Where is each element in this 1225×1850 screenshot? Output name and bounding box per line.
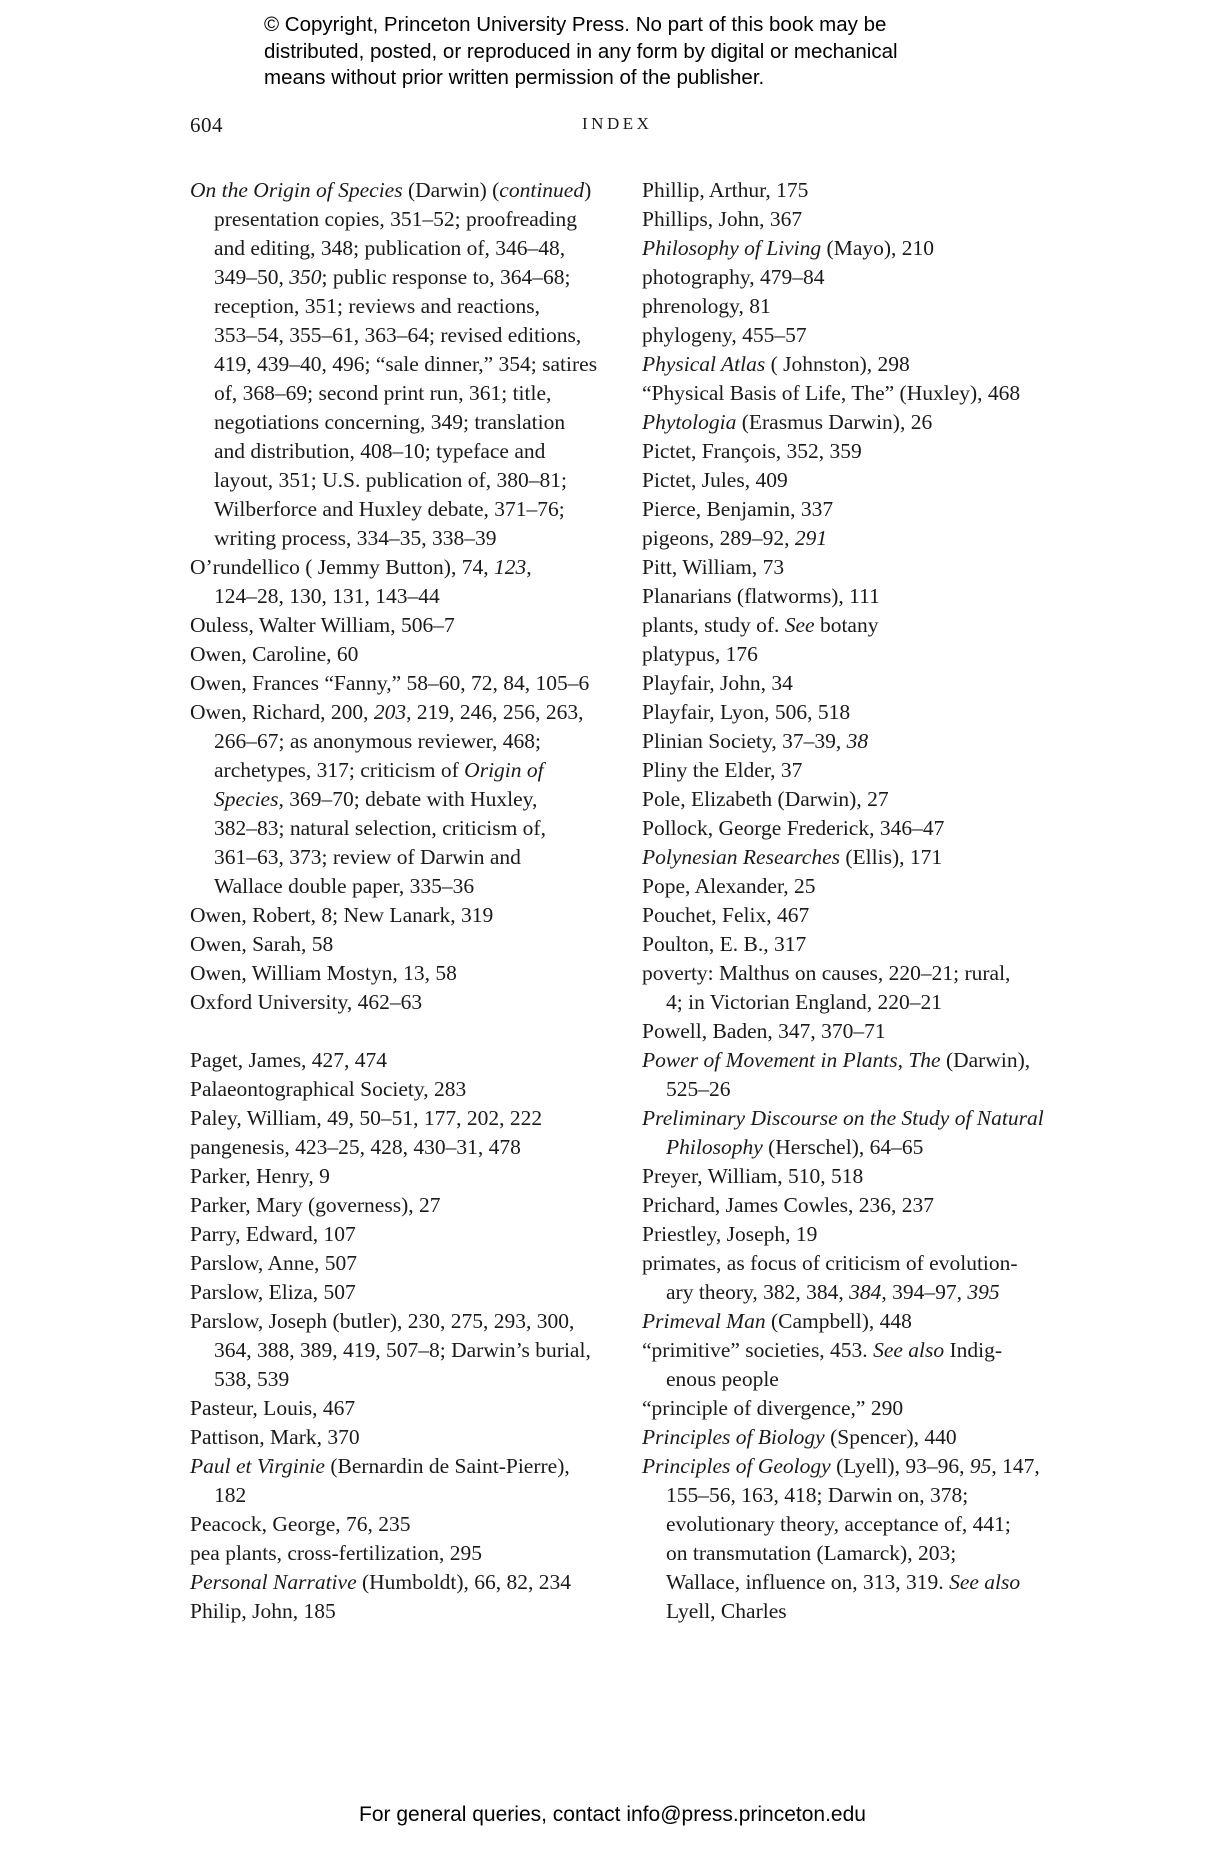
index-entry-line (642, 1336, 1072, 1365)
italic-text: Physical Atlas (642, 352, 766, 376)
index-subentry-line (190, 814, 620, 843)
index-entry-line (642, 640, 1072, 669)
index-entry-line (642, 1452, 1072, 1481)
text: Paley, William, 49, 50–51, 177, 202, 222 (190, 1106, 543, 1130)
italic-text: Principles of Biology (642, 1425, 825, 1449)
text: Parslow, Anne, 507 (190, 1251, 358, 1275)
index-entry-line (190, 1046, 620, 1075)
text: primates, as focus of criticism of evolution- (642, 1251, 1018, 1275)
index-entry-line (642, 553, 1072, 582)
index-entry-line (642, 1220, 1072, 1249)
copyright-line-1: © Copyright, Princeton University Press. No part of this book may be (264, 13, 887, 36)
text: Pitt, William, 73 (642, 555, 785, 579)
index-entry-line (642, 350, 1072, 379)
text: 182 (214, 1483, 247, 1507)
italic-text: See also (873, 1338, 945, 1362)
text: 419, 439–40, 496; “sale dinner,” 354; satires (214, 352, 598, 376)
text: Priestley, Joseph, 19 (642, 1222, 818, 1246)
italic-text: Principles of Geology (642, 1454, 831, 1478)
index-entry-line (642, 176, 1072, 205)
index-entry-line (642, 408, 1072, 437)
index-entry-line (642, 582, 1072, 611)
text: Pollock, George Frederick, 346–47 (642, 816, 945, 840)
index-entry-line (642, 321, 1072, 350)
italic-text: Species, (214, 787, 284, 811)
italic-text: Preliminary Discourse on the Study of Natural (642, 1106, 1044, 1130)
index-entry-line (190, 988, 620, 1017)
index-subentry-line (642, 988, 1072, 1017)
index-entry-line (642, 930, 1072, 959)
index-entry-line (642, 263, 1072, 292)
index-subentry-line (190, 437, 620, 466)
text: Playfair, Lyon, 506, 518 (642, 700, 851, 724)
index-entry-line (190, 1220, 620, 1249)
index-entry-line (190, 1104, 620, 1133)
text: Parslow, Joseph (butler), 230, 275, 293, 300, (190, 1309, 575, 1333)
index-entry-line (190, 1452, 620, 1481)
index-entry-line (642, 669, 1072, 698)
index-entry-line (642, 1046, 1072, 1075)
index-subentry-line (642, 1510, 1072, 1539)
text: , 147, (991, 1454, 1040, 1478)
italic-text: 38 (846, 729, 869, 753)
text: Phillips, John, 367 (642, 207, 803, 231)
text: , 394–97, (881, 1280, 968, 1304)
text: Pliny the Elder, 37 (642, 758, 803, 782)
text: Preyer, William, 510, 518 (642, 1164, 864, 1188)
index-entry-line (190, 640, 620, 669)
index-entry-line (642, 234, 1072, 263)
index-entry-line (642, 1249, 1072, 1278)
text: phrenology, 81 (642, 294, 771, 318)
index-entry-line (190, 669, 620, 698)
text: (Darwin), (940, 1048, 1031, 1072)
italic-text: Paul et Virginie (190, 1454, 325, 1478)
text: Indig- (944, 1338, 1003, 1362)
italic-text: Personal Narrative (190, 1570, 357, 1594)
index-entry-line (190, 176, 620, 205)
index-entry-line (642, 1162, 1072, 1191)
index-subentry-line (190, 350, 620, 379)
text: of, 368–69; second print run, 361; title, (214, 381, 552, 405)
text: pea plants, cross-fertilization, 295 (190, 1541, 482, 1565)
text: Parslow, Eliza, 507 (190, 1280, 356, 1304)
index-subentry-line (190, 1481, 620, 1510)
text: 124–28, 130, 131, 143–44 (214, 584, 440, 608)
copyright-notice (264, 12, 1024, 92)
index-entry-line (190, 1162, 620, 1191)
text: (Spencer), 440 (824, 1425, 957, 1449)
text: Oxford University, 462–63 (190, 990, 423, 1014)
index-subentry-line (190, 466, 620, 495)
text: 349–50, (214, 265, 290, 289)
index-subentry-line (190, 785, 620, 814)
text: Parry, Edward, 107 (190, 1222, 356, 1246)
text: (Herschel), 64–65 (762, 1135, 924, 1159)
text: “principle of divergence,” 290 (642, 1396, 904, 1420)
index-subentry-line (190, 292, 620, 321)
text: (Lyell), 93–96, (830, 1454, 970, 1478)
letter-section-gap (190, 1017, 620, 1046)
index-subentry-line (642, 1075, 1072, 1104)
italic-text: continued (499, 178, 585, 202)
index-subentry-line (642, 1133, 1072, 1162)
index-entry-line (190, 1191, 620, 1220)
index-subentry-line (190, 321, 620, 350)
text: ) (584, 178, 592, 202)
index-subentry-line (642, 1481, 1072, 1510)
italic-text: 203 (373, 700, 407, 724)
index-entry-line (642, 901, 1072, 930)
text: 382–83; natural selection, criticism of, (214, 816, 546, 840)
index-entry-line (190, 1597, 620, 1626)
italic-text: Origin of (464, 758, 544, 782)
text: 369–70; debate with Huxley, (283, 787, 538, 811)
text: Pictet, François, 352, 359 (642, 439, 862, 463)
text: Pasteur, Louis, 467 (190, 1396, 356, 1420)
index-entry-line (190, 1307, 620, 1336)
text: Owen, Sarah, 58 (190, 932, 334, 956)
text: Owen, Richard, 200, (190, 700, 374, 724)
index-entry-line (642, 1017, 1072, 1046)
text: negotiations concerning, 349; translation (214, 410, 566, 434)
text: (Bernardin de Saint-Pierre), (324, 1454, 570, 1478)
index-entry-line (190, 1133, 620, 1162)
text: Parker, Mary (governess), 27 (190, 1193, 441, 1217)
index-entry-line (190, 901, 620, 930)
italic-text: Power of Movement in Plants, The (642, 1048, 941, 1072)
text: Plinian Society, 37–39, (642, 729, 847, 753)
text: Owen, William Mostyn, 13, 58 (190, 961, 457, 985)
text: , 219, 246, 256, 263, (406, 700, 584, 724)
text: 266–67; as anonymous reviewer, 468; (214, 729, 541, 753)
text: layout, 351; U.S. publication of, 380–81; (214, 468, 567, 492)
index-entry-line (642, 379, 1072, 408)
text: O’rundellico ( Jemmy Button), 74, (190, 555, 494, 579)
footer-contact: For general queries, contact info@press.princeton.edu (359, 1803, 866, 1826)
text: 155–56, 163, 418; Darwin on, 378; (666, 1483, 969, 1507)
text: on transmutation (Lamarck), 203; (666, 1541, 957, 1565)
index-entry-line (642, 437, 1072, 466)
text: photography, 479–84 (642, 265, 825, 289)
text: 361–63, 373; review of Darwin and (214, 845, 521, 869)
index-entry-line (190, 1568, 620, 1597)
italic-text: Polynesian Researches (642, 845, 841, 869)
text: presentation copies, 351–52; proofreading (214, 207, 578, 231)
index-entry-line (642, 872, 1072, 901)
index-subentry-line (190, 727, 620, 756)
text: Owen, Caroline, 60 (190, 642, 359, 666)
text: Owen, Robert, 8; New Lanark, 319 (190, 903, 494, 927)
index-entry-line (642, 466, 1072, 495)
italic-text: Primeval Man (642, 1309, 766, 1333)
italic-text: Philosophy of Living (642, 236, 822, 260)
text: poverty: Malthus on causes, 220–21; rural, (642, 961, 1011, 985)
text: Wallace double paper, 335–36 (214, 874, 475, 898)
italic-text: 123 (493, 555, 527, 579)
index-entry-line (190, 930, 620, 959)
text: platypus, 176 (642, 642, 758, 666)
index-subentry-line (190, 1365, 620, 1394)
text: pangenesis, 423–25, 428, 430–31, 478 (190, 1135, 521, 1159)
text: Pouchet, Felix, 467 (642, 903, 810, 927)
text: (Ellis), 171 (840, 845, 943, 869)
text: Pope, Alexander, 25 (642, 874, 816, 898)
index-subentry-line (190, 524, 620, 553)
text: Pattison, Mark, 370 (190, 1425, 360, 1449)
index-entry-line (190, 611, 620, 640)
text: Phillip, Arthur, 175 (642, 178, 809, 202)
italic-text: 95 (969, 1454, 992, 1478)
italic-text: On the Origin of Species (190, 178, 403, 202)
text: writing process, 334–35, 338–39 (214, 526, 497, 550)
index-entry-line (642, 843, 1072, 872)
text: Prichard, James Cowles, 236, 237 (642, 1193, 935, 1217)
text: , (526, 555, 532, 579)
index-subentry-line (642, 1539, 1072, 1568)
text: Wallace, influence on, 313, 319. (666, 1570, 950, 1594)
text: Owen, Frances “Fanny,” 58–60, 72, 84, 105–6 (190, 671, 590, 695)
index-subentry-line (642, 1278, 1072, 1307)
index-subentry-line (642, 1568, 1072, 1597)
text: archetypes, 317; criticism of (214, 758, 465, 782)
italic-text: 395 (967, 1280, 1000, 1304)
index-subentry-line (190, 263, 620, 292)
index-subentry-line (190, 843, 620, 872)
index-entry-line (642, 611, 1072, 640)
italic-text: 384 (849, 1280, 882, 1304)
index-subentry-line (190, 872, 620, 901)
index-entry-line (190, 1075, 620, 1104)
index-subentry-line (190, 1336, 620, 1365)
text: and distribution, 408–10; typeface and (214, 439, 546, 463)
text: (Mayo), 210 (821, 236, 935, 260)
text: Ouless, Walter William, 506–7 (190, 613, 455, 637)
index-entry-line (642, 292, 1072, 321)
italic-text: See (784, 613, 815, 637)
text: Lyell, Charles (666, 1599, 787, 1623)
text: phylogeny, 455–57 (642, 323, 807, 347)
text: Playfair, John, 34 (642, 671, 793, 695)
text: Paget, James, 427, 474 (190, 1048, 388, 1072)
text: (Humboldt), 66, 82, 234 (356, 1570, 572, 1594)
text: 4; in Victorian England, 220–21 (666, 990, 942, 1014)
index-subentry-line (190, 234, 620, 263)
text: Pole, Elizabeth (Darwin), 27 (642, 787, 889, 811)
index-subentry-line (190, 582, 620, 611)
index-entry-line (190, 1278, 620, 1307)
index-subentry-line (190, 205, 620, 234)
page-number: 604 (190, 113, 223, 137)
text: 353–54, 355–61, 363–64; revised editions, (214, 323, 582, 347)
index-subentry-line (190, 756, 620, 785)
index-entry-line (642, 495, 1072, 524)
index-entry-line (642, 1423, 1072, 1452)
text: Philip, John, 185 (190, 1599, 336, 1623)
index-subentry-line (642, 1365, 1072, 1394)
copyright-line-3: means without prior written permission of the publisher. (264, 66, 765, 89)
index-column-right (642, 176, 1072, 1626)
text: ary theory, 382, 384, (666, 1280, 850, 1304)
text: pigeons, 289–92, (642, 526, 795, 550)
italic-text: 291 (794, 526, 828, 550)
index-entry-line (190, 1539, 620, 1568)
text: “primitive” societies, 453. (642, 1338, 874, 1362)
index-entry-line (190, 1423, 620, 1452)
text: ( Johnston), 298 (765, 352, 910, 376)
index-subentry-line (190, 495, 620, 524)
text: (Erasmus Darwin), 26 (736, 410, 933, 434)
italic-text: See also (949, 1570, 1021, 1594)
copyright-line-2: distributed, posted, or reproduced in any form by digital or mechanical (264, 39, 898, 63)
index-entry-line (190, 959, 620, 988)
index-entry-line (642, 1191, 1072, 1220)
index-entry-line (642, 1394, 1072, 1423)
index-entry-line (190, 698, 620, 727)
text: Peacock, George, 76, 235 (190, 1512, 411, 1536)
text: Pictet, Jules, 409 (642, 468, 788, 492)
index-entry-line (642, 756, 1072, 785)
text: Palaeontographical Society, 283 (190, 1077, 467, 1101)
italic-text: Philosophy (666, 1135, 763, 1159)
text: Parker, Henry, 9 (190, 1164, 330, 1188)
index-entry-line (642, 727, 1072, 756)
index-entry-line (642, 1307, 1072, 1336)
index-entry-line (190, 1249, 620, 1278)
index-entry-line (642, 814, 1072, 843)
italic-text: 350 (289, 265, 322, 289)
index-entry-line (642, 205, 1072, 234)
text: ; public response to, 364–68; (321, 265, 571, 289)
index-subentry-line (190, 408, 620, 437)
italic-text: Phytologia (642, 410, 737, 434)
text: 364, 388, 389, 419, 507–8; Darwin’s burial, (214, 1338, 591, 1362)
text: evolutionary theory, acceptance of, 441; (666, 1512, 1011, 1536)
index-entry-line (642, 698, 1072, 727)
index-entry-line (642, 524, 1072, 553)
text: Powell, Baden, 347, 370–71 (642, 1019, 886, 1043)
text: plants, study of. (642, 613, 785, 637)
text: 538, 539 (214, 1367, 290, 1391)
index-entry-line (190, 1394, 620, 1423)
index-entry-line (190, 553, 620, 582)
text: enous people (666, 1367, 779, 1391)
index-column-left (190, 176, 620, 1626)
text: “Physical Basis of Life, The” (Huxley), 468 (642, 381, 1021, 405)
index-entry-line (642, 1104, 1072, 1133)
text: (Campbell), 448 (765, 1309, 912, 1333)
index-entry-line (642, 785, 1072, 814)
text: Poulton, E. B., 317 (642, 932, 807, 956)
index-entry-line (642, 959, 1072, 988)
text: Planarians (flatworms), 111 (642, 584, 880, 608)
index-subentry-line (190, 379, 620, 408)
text: botany (814, 613, 879, 637)
text: Wilberforce and Huxley debate, 371–76; (214, 497, 565, 521)
text: (Darwin) ( (402, 178, 500, 202)
text: Pierce, Benjamin, 337 (642, 497, 834, 521)
text: 525–26 (666, 1077, 731, 1101)
text: reception, 351; reviews and reactions, (214, 294, 540, 318)
index-subentry-line (642, 1597, 1072, 1626)
text: and editing, 348; publication of, 346–48, (214, 236, 566, 260)
index-entry-line (190, 1510, 620, 1539)
running-head: INDEX (582, 114, 653, 133)
